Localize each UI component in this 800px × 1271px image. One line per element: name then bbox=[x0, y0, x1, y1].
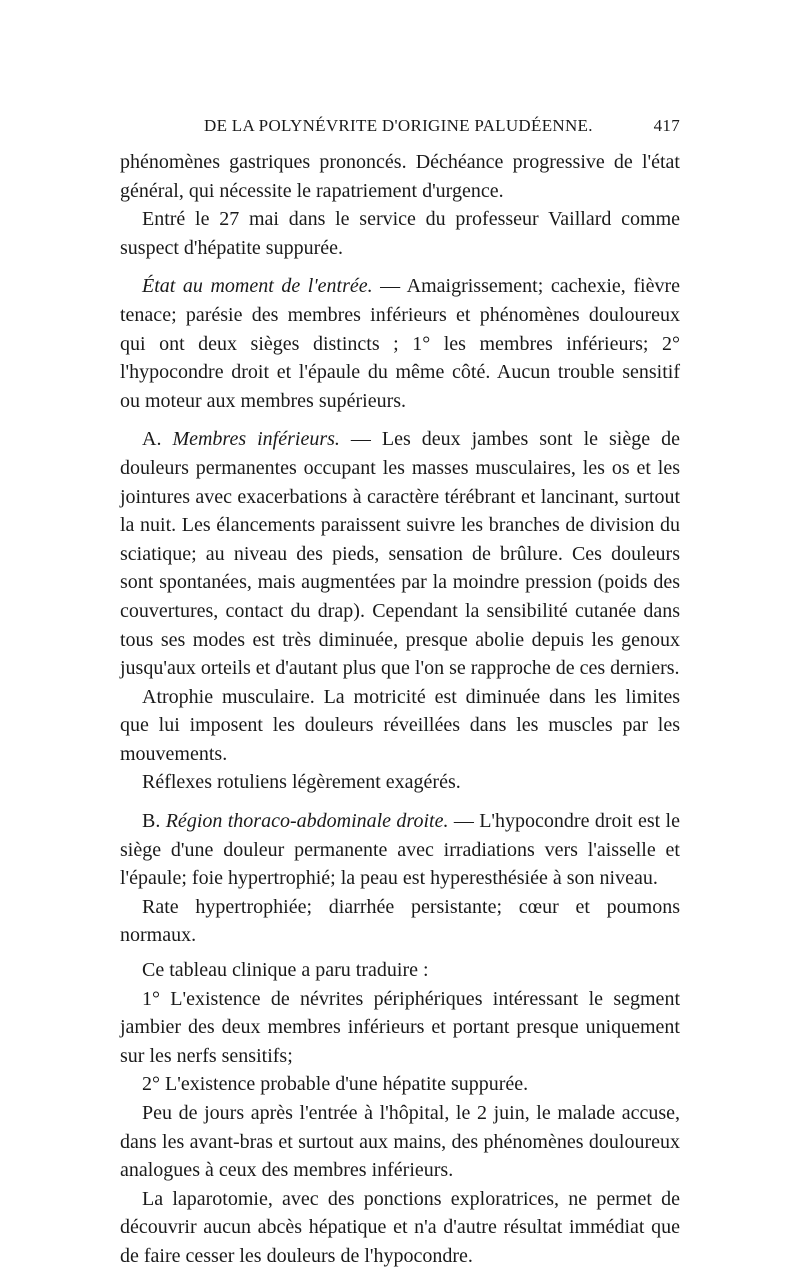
page-body bbox=[120, 148, 680, 1271]
paragraph-reflexes: Réflexes rotuliens légèrement exagérés. bbox=[142, 771, 461, 794]
paragraph-laparotomy: La laparotomie, avec des ponctions exploratrices, ne permet de découvrir aucun abcès hépatique et n'a d'autre résultat immédiat que de faire cesser les douleurs de l'hypocondre. bbox=[120, 1187, 680, 1267]
section-heading-lower-limbs: Membres inférieurs. bbox=[172, 428, 340, 451]
book-page bbox=[120, 110, 680, 1271]
paragraph-lower-limbs bbox=[120, 425, 680, 682]
paragraph-atrophy: Atrophie musculaire. La motricité est diminuée dans les limites que lui imposent les douleurs réveillées dans les muscles par les mouvements. bbox=[120, 685, 680, 765]
section-letter-b: B. bbox=[142, 810, 166, 833]
paragraph-state-on-entry bbox=[120, 272, 680, 415]
section-heading-thoracic: Région thoraco-abdominale droite. bbox=[165, 810, 449, 833]
paragraph-spleen: Rate hypertrophiée; diarrhée persistante; cœur et poumons normaux. bbox=[120, 895, 680, 947]
section-text-thoracic: — L'hypocondre droit est le siège d'une douleur permanente avec irradiations vers l'aisselle et l'épaule; foie hypertrophié; la peau est hyperesthésiée à son niveau. bbox=[120, 810, 680, 890]
running-header bbox=[120, 110, 680, 140]
paragraph-thoracic-region bbox=[120, 807, 680, 893]
section-text-state: — Amaigrissement; cachexie, fièvre tenace; parésie des membres inférieurs et phénomènes douloureux qui ont deux sièges distincts ; 1° les membres inférieurs; 2° l'hypocondre droit et l'épaule du même côté. Aucun trouble sensitif ou moteur aux membres supérieurs. bbox=[120, 275, 680, 412]
running-title: DE LA POLYNÉVRITE D'ORIGINE PALUDÉENNE. bbox=[204, 116, 593, 135]
paragraph-item-1: 1° L'existence de névrites périphériques intéressant le segment jambier des deux membres inférieurs et portant presque uniquement sur les nerfs sensitifs; bbox=[120, 987, 680, 1067]
section-letter-a: A. bbox=[142, 428, 173, 451]
paragraph-continuation: phénomènes gastriques prononcés. Déchéance progressive de l'état général, qui nécessite le rapatriement d'urgence. bbox=[120, 151, 680, 202]
paragraph-clinical-summary: Ce tableau clinique a paru traduire : bbox=[142, 959, 429, 982]
section-heading-state: État au moment de l'entrée. bbox=[142, 275, 373, 298]
section-text-lower-limbs: — Les deux jambes sont le siège de douleurs permanentes occupant les masses musculaires, les os et les jointures avec exacerbations à caractère térébrant et lancinant, surtout la nuit. Les élancements paraissent suivre les branches de division du sciatique; au niveau des pieds, sensation de brûlure. Ces douleurs sont spontanées, mais augmentées par la moindre pression (poids des couvertures, contact du drap). Cependant la sensibilité cutanée dans tous ses modes est très diminuée, presque abolie depuis les genoux jusqu'aux orteils et d'autant plus que l'on se rapproche de ces derniers. bbox=[120, 428, 680, 680]
paragraph-item-2: 2° L'existence probable d'une hépatite suppurée. bbox=[142, 1073, 529, 1096]
paragraph-admission: Entré le 27 mai dans le service du professeur Vaillard comme suspect d'hépatite suppurée. bbox=[120, 208, 680, 259]
page-number: 417 bbox=[653, 116, 680, 135]
paragraph-forearms: Peu de jours après l'entrée à l'hôpital, le 2 juin, le malade accuse, dans les avant-bras et surtout aux mains, des phénomènes douloureux analogues à ceux des membres inférieurs. bbox=[120, 1102, 680, 1182]
